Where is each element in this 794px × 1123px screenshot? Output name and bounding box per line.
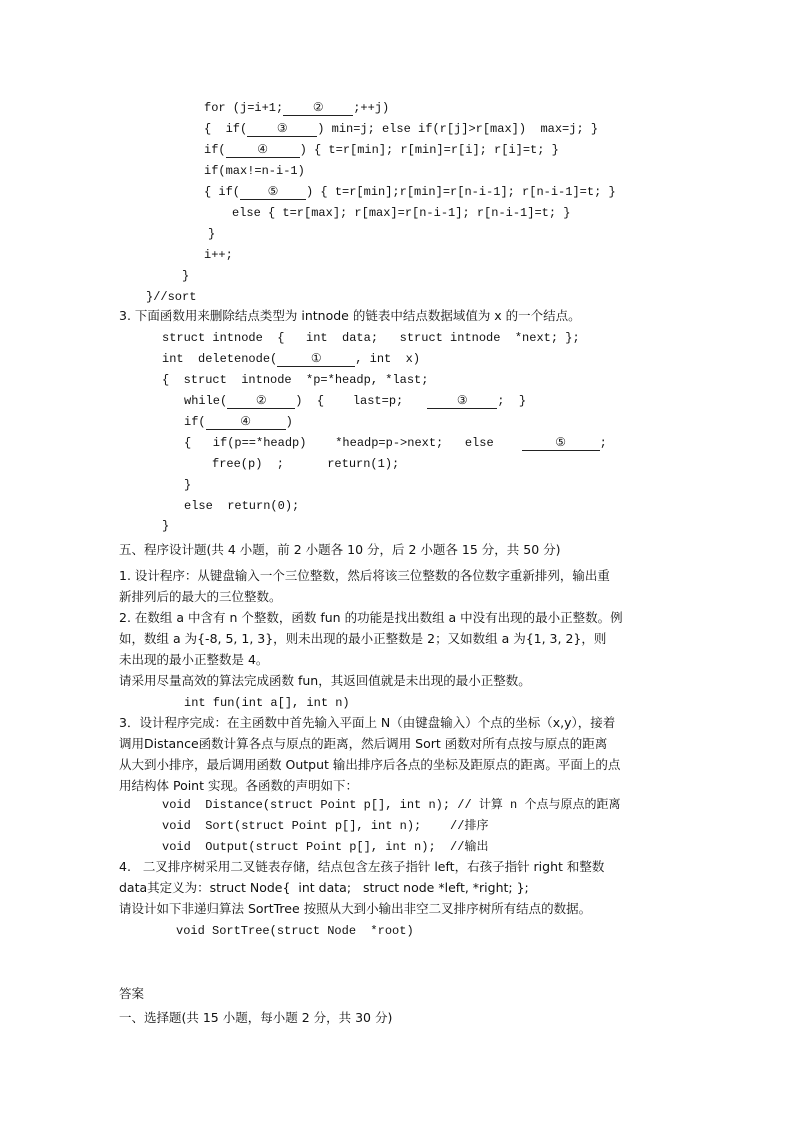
- function-signature: int fun(int a[], int n): [184, 696, 350, 710]
- code-line: }: [182, 269, 190, 283]
- code-line: i++;: [204, 248, 233, 262]
- code-line: { if( ⑤ ) { t=r[min];r[min]=r[n-i-1]; r[n-i-1]=t; }: [204, 185, 616, 199]
- answer-blank[interactable]: ①: [277, 353, 355, 367]
- code-line: }//sort: [146, 290, 197, 304]
- problem-text: 如，数组 a 为{-8, 5, 1, 3}，则未出现的最小正整数是 2；又如数组 a 为{1, 3, 2}，则: [119, 631, 607, 646]
- code-line: if( ④ ) { t=r[min]; r[min]=r[i]; r[i]=t; }: [204, 143, 559, 157]
- answer-blank[interactable]: ③: [427, 395, 497, 409]
- answer-blank[interactable]: ④: [206, 416, 286, 430]
- code-line: else { t=r[max]; r[max]=r[n-i-1]; r[n-i-1]=t; }: [232, 206, 571, 220]
- answer-blank[interactable]: ⑤: [240, 186, 306, 200]
- problem-text: 用结构体 Point 实现。各函数的声明如下：: [119, 778, 358, 793]
- answer-blank[interactable]: ③: [247, 123, 317, 137]
- problem-text: 请采用尽量高效的算法完成函数 fun，其返回值就是未出现的最小正整数。: [119, 673, 531, 688]
- answer-blank[interactable]: ②: [227, 395, 295, 409]
- code-line: struct intnode { int data; struct intnode *next; };: [162, 331, 580, 345]
- answer-blank[interactable]: ④: [226, 144, 300, 158]
- function-signature: void Distance(struct Point p[], int n); // 计算 n 个点与原点的距离: [162, 798, 621, 812]
- problem-text: 新排列后的最大的三位整数。: [119, 589, 282, 604]
- function-signature: void Output(struct Point p[], int n); //输出: [162, 840, 489, 854]
- code-line: { if(p==*headp) *headp=p->next; else ⑤ ;: [184, 436, 607, 450]
- answer-blank[interactable]: ⑤: [522, 437, 600, 451]
- code-line: int deletenode( ① , int x): [162, 352, 421, 366]
- code-line: if(max!=n-i-1): [204, 164, 305, 178]
- answers-title: 答案: [119, 986, 145, 1001]
- code-line: free(p) ; return(1);: [212, 457, 400, 471]
- problem-text: 4. 二叉排序树采用二叉链表存储，结点包含左孩子指针 left，右孩子指针 right 和整数: [119, 859, 605, 874]
- problem-text: 1. 设计程序：从键盘输入一个三位整数，然后将该三位整数的各位数字重新排列，输出重: [119, 568, 610, 583]
- problem-text: 未出现的最小正整数是 4。: [119, 652, 269, 667]
- problem-text: 从大到小排序，最后调用函数 Output 输出排序后各点的坐标及距原点的距离。平面上的点: [119, 757, 621, 772]
- code-line: for (j=i+1; ② ;++j): [204, 101, 390, 115]
- code-line: else return(0);: [184, 499, 300, 513]
- code-line: }: [184, 478, 192, 492]
- function-signature: void SortTree(struct Node *root): [176, 924, 414, 938]
- problem-text: 请设计如下非递归算法 SortTree 按照从大到小输出非空二叉排序树所有结点的数据。: [119, 901, 592, 916]
- code-line: while( ② ) { last=p; ③ ; }: [184, 394, 527, 408]
- section-heading: 五、程序设计题(共 4 小题，前 2 小题各 10 分，后 2 小题各 15 分，共 50 分): [119, 542, 561, 557]
- code-line: { if( ③ ) min=j; else if(r[j]>r[max]) max=j; }: [204, 122, 599, 136]
- problem-text: data其定义为：struct Node{ int data; struct node *left, *right; };: [119, 880, 529, 895]
- problem-text: 2. 在数组 a 中含有 n 个整数，函数 fun 的功能是找出数组 a 中没有出现的最小正整数。例: [119, 610, 623, 625]
- problem-text: 3．设计程序完成：在主函数中首先输入平面上 N（由键盘输入）个点的坐标（x,y），接着: [119, 715, 616, 730]
- code-line: }: [208, 227, 216, 241]
- question-title: 3. 下面函数用来删除结点类型为 intnode 的链表中结点数据域值为 x 的一个结点。: [119, 308, 581, 323]
- answer-blank[interactable]: ②: [283, 102, 353, 116]
- code-line: if( ④ ): [184, 415, 293, 429]
- problem-text: 调用Distance函数计算各点与原点的距离，然后调用 Sort 函数对所有点按与原点的距离: [119, 736, 608, 751]
- function-signature: void Sort(struct Point p[], int n); //排序: [162, 819, 489, 833]
- answers-section-heading: 一、选择题(共 15 小题，每小题 2 分，共 30 分): [119, 1010, 393, 1025]
- code-line: { struct intnode *p=*headp, *last;: [162, 373, 429, 387]
- code-line: }: [162, 519, 170, 533]
